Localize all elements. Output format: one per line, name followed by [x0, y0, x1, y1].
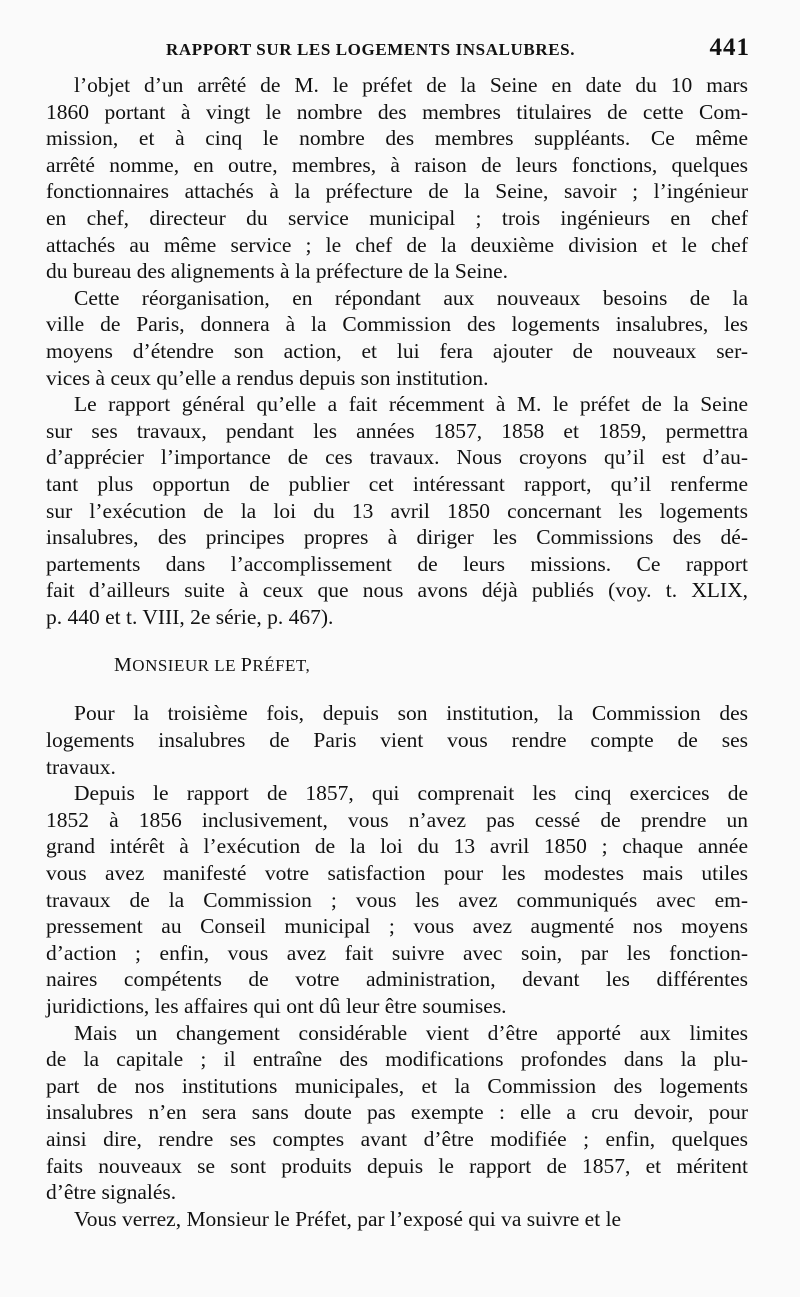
paragraph	[46, 72, 748, 285]
text-line: tant plus opportun de publier cet intéressant rapport, qu’il renferme	[46, 471, 748, 496]
text-line: attachés au même service ; le chef de la deuxième division et le chef	[46, 232, 748, 257]
text-line: vices à ceux qu’elle a rendus depuis son institution.	[46, 365, 489, 390]
text-line: juridictions, les affaires qui ont dû leur être soumises.	[46, 994, 507, 1018]
text-line: vous avez manifesté votre satisfaction pour les modestes mais utiles	[46, 861, 748, 886]
text-line: faits nouveaux se sont produits depuis le rapport de 1857, et méritent	[46, 1153, 748, 1178]
text-line: sur ses travaux, pendant les années 1857, 1858 et 1859, permettra	[46, 418, 748, 443]
text-line: pressement au Conseil municipal ; vous avez augmenté nos moyens	[46, 914, 748, 939]
text-line: d’apprécier l’importance de ces travaux. Nous croyons qu’il est d’au-	[46, 445, 748, 470]
text-line: Cette réorganisation, en répondant aux nouveaux besoins de la	[74, 285, 748, 310]
intro-section	[46, 72, 748, 630]
text-line: fait d’ailleurs suite à ceux que nous avons déjà publiés (voy. t. XLIX,	[46, 578, 748, 603]
text-line: sur l’exécution de la loi du 13 avril 1850 concernant les logements	[46, 498, 748, 523]
text-line: insalubres n’en sera sans doute pas exempte : elle a cru devoir, pour	[46, 1100, 748, 1125]
paragraph	[46, 700, 748, 780]
page-body	[46, 72, 748, 1232]
text-line: 1852 à 1856 inclusivement, vous n’avez pas cessé de prendre un	[46, 807, 748, 832]
paragraph	[46, 1020, 748, 1206]
text-line: logements insalubres de Paris vient vous rendre compte de ses	[46, 728, 748, 753]
text-line: insalubres, des principes propres à diriger les Commissions des dé-	[46, 525, 748, 550]
text-line: en chef, directeur du service municipal ; trois ingénieurs en chef	[46, 205, 748, 230]
text-line: naires compétents de votre administration, devant les différentes	[46, 967, 748, 992]
text-line: l’objet d’un arrêté de M. le préfet de la Seine en date du 10 mars	[74, 73, 748, 97]
page-number: 441	[709, 34, 750, 61]
paragraph	[46, 780, 748, 1019]
text-line: grand intérêt à l’exécution de la loi du 13 avril 1850 ; chaque année	[46, 834, 748, 859]
text-line: Depuis le rapport de 1857, qui comprenait les cinq exercices de	[74, 781, 748, 806]
text-line: de la capitale ; il entraîne des modifications profondes dans la plu-	[46, 1047, 748, 1072]
salutation	[46, 652, 748, 678]
salutation-initial-2: P	[240, 654, 253, 677]
running-head: RAPPORT SUR LES LOGEMENTS INSALUBRES.	[166, 40, 576, 59]
text-line: du bureau des alignements à la préfecture de la Seine.	[46, 259, 509, 284]
text-line: d’être signalés.	[46, 1180, 177, 1205]
text-line: travaux.	[46, 754, 116, 779]
text-line: ville de Paris, donnera à la Commission des logements insalubres, les	[46, 312, 748, 337]
page-header	[46, 36, 750, 68]
text-line: ainsi dire, rendre ses comptes avant d’être modifiée ; enfin, quelques	[46, 1126, 748, 1151]
text-line: moyens d’étendre son action, et lui fera ajouter de nouveaux ser-	[46, 338, 748, 363]
text-line: fonctionnaires attachés à la préfecture de la Seine, savoir ; l’ingénieur	[46, 179, 748, 204]
text-line: part de nos institutions municipales, et la Commission des logements	[46, 1073, 748, 1098]
text-line: Pour la troisième fois, depuis son institution, la Commission des	[74, 701, 748, 726]
salutation-part1: ONSIEUR LE	[132, 656, 241, 676]
salutation-part2: RÉFET,	[252, 656, 311, 676]
text-line: 1860 portant à vingt le nombre des membres titulaires de cette Com-	[46, 99, 748, 124]
letter-section	[46, 700, 748, 1232]
text-line: travaux de la Commission ; vous les avez communiqués avec em-	[46, 887, 748, 912]
text-line: Le rapport général qu’elle a fait récemment à M. le préfet de la Seine	[74, 392, 748, 417]
salutation-initial: M	[114, 654, 133, 677]
paragraph	[46, 391, 748, 630]
text-line: Vous verrez, Monsieur le Préfet, par l’exposé qui va suivre et le	[74, 1206, 622, 1231]
text-line: p. 440 et t. VIII, 2e série, p. 467).	[46, 604, 334, 629]
text-line: partements dans l’accomplissement de leurs missions. Ce rapport	[46, 551, 748, 576]
text-line: mission, et à cinq le nombre des membres suppléants. Ce même	[46, 126, 748, 151]
paragraph	[46, 1206, 748, 1233]
text-line: Mais un changement considérable vient d’être apporté aux limites	[74, 1020, 748, 1045]
text-line: arrêté nomme, en outre, membres, à raison de leurs fonctions, quelques	[46, 152, 748, 177]
text-line: d’action ; enfin, vous avez fait suivre avec soin, par les fonction-	[46, 940, 748, 965]
paragraph	[46, 285, 748, 391]
